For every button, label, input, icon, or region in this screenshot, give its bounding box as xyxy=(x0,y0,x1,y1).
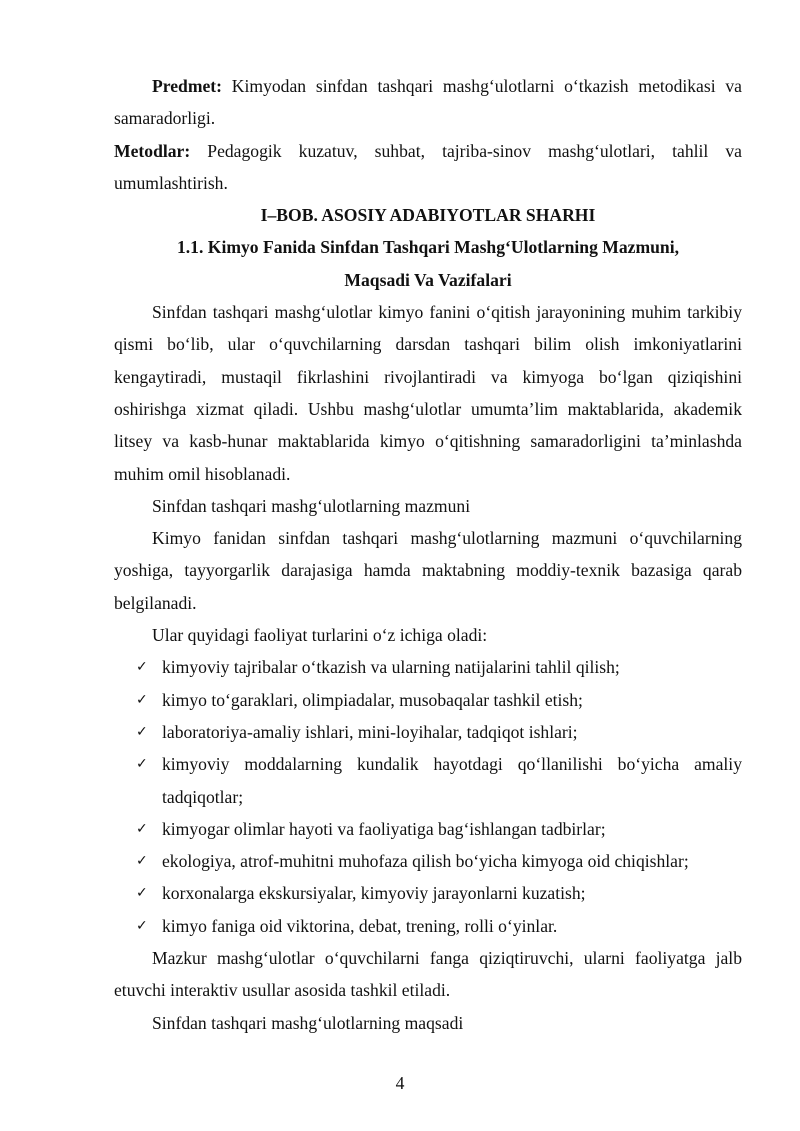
section-title-line1: 1.1. Kimyo Fanida Sinfdan Tashqari Mashg‘Ulotlarning Mazmuni, xyxy=(176,237,679,258)
check-icon: ✓ xyxy=(136,659,148,676)
list-item xyxy=(114,716,742,748)
list-item xyxy=(114,684,742,716)
list-item xyxy=(114,748,742,813)
chapter-title: I–BOB. ASOSIY ADABIYOTLAR SHARHI xyxy=(260,205,596,226)
list-item-text: kimyoviy tajribalar o‘tkazish va ularning natijalarini tahlil qilish; xyxy=(162,657,620,678)
check-icon: ✓ xyxy=(136,691,148,708)
list-item-text: kimyoviy moddalarning kundalik hayotdagi qo‘llanilishi bo‘yicha amaliy tadqiqotlar; xyxy=(162,754,742,807)
list-item-text: laboratoriya-amaliy ishlari, mini-loyihalar, tadqiqot ishlari; xyxy=(162,721,578,742)
activity-list xyxy=(114,651,742,942)
list-intro: Ular quyidagi faoliyat turlarini o‘z ichiga oladi: xyxy=(152,625,488,646)
list-item xyxy=(114,651,742,683)
check-icon: ✓ xyxy=(136,885,148,902)
content-heading: Sinfdan tashqari mashg‘ulotlarning mazmuni xyxy=(152,495,471,516)
check-icon: ✓ xyxy=(136,756,148,773)
subject-paragraph xyxy=(114,70,742,135)
subject-label: Predmet: xyxy=(152,76,223,96)
check-icon: ✓ xyxy=(136,853,148,870)
list-item xyxy=(114,910,742,942)
check-icon: ✓ xyxy=(136,917,148,934)
methods-text: Pedagogik kuzatuv, suhbat, tajriba-sinov mashg‘ulotlari, tahlil va umumlashtirish. xyxy=(114,140,742,193)
list-item xyxy=(114,813,742,845)
page-number: 4 xyxy=(395,1073,405,1093)
intro-paragraph: Sinfdan tashqari mashg‘ulotlar kimyo fanini o‘qitish jarayonining muhim tarkibiy qismi bo‘lib, ular o‘quvchilarning darsdan tashqari bilim olish imkoniyatlarini kengaytiradi, mustaqil fikrlashini rivojlantiradi va kimyoga bo‘lgan qiziqishini oshirishga xizmat qiladi. Ushbu mashg‘ulotlar umumta’lim maktablarida, akademik litsey va kasb-hunar maktablarida kimyo o‘qitishning samaradorligini ta’minlashda muhim omil hisoblanadi. xyxy=(114,302,742,484)
list-item xyxy=(114,877,742,909)
list-item xyxy=(114,845,742,877)
page-content xyxy=(114,70,742,1039)
list-item-text: ekologiya, atrof-muhitni muhofaza qilish bo‘yicha kimyoga oid chiqishlar; xyxy=(162,851,689,872)
content-paragraph: Kimyo fanidan sinfdan tashqari mashg‘ulotlarning mazmuni o‘quvchilarning yoshiga, tayyorgarlik darajasiga hamda maktabning moddiy-texnik bazasiga qarab belgilanadi. xyxy=(114,528,742,613)
list-item-text: kimyo to‘garaklari, olimpiadalar, musobaqalar tashkil etish; xyxy=(162,689,583,710)
section-title-line2: Maqsadi Va Vazifalari xyxy=(344,269,512,290)
check-icon: ✓ xyxy=(136,820,148,837)
list-item-text: kimyo faniga oid viktorina, debat, trening, rolli o‘yinlar. xyxy=(162,915,558,936)
subject-text: Kimyodan sinfdan tashqari mashg‘ulotlarni o‘tkazish metodikasi va samaradorligi. xyxy=(114,76,742,129)
goal-heading: Sinfdan tashqari mashg‘ulotlarning maqsadi xyxy=(152,1012,464,1033)
methods-label: Metodlar: xyxy=(114,140,191,161)
methods-paragraph xyxy=(114,135,742,200)
closing-paragraph: Mazkur mashg‘ulotlar o‘quvchilarni fanga qiziqtiruvchi, ularni faoliyatga jalb etuvchi interaktiv usullar asosida tashkil etiladi. xyxy=(114,948,742,1001)
list-item-text: korxonalarga ekskursiyalar, kimyoviy jarayonlarni kuzatish; xyxy=(162,883,586,904)
list-item-text: kimyogar olimlar hayoti va faoliyatiga bag‘ishlangan tadbirlar; xyxy=(162,818,606,839)
check-icon: ✓ xyxy=(136,723,148,740)
